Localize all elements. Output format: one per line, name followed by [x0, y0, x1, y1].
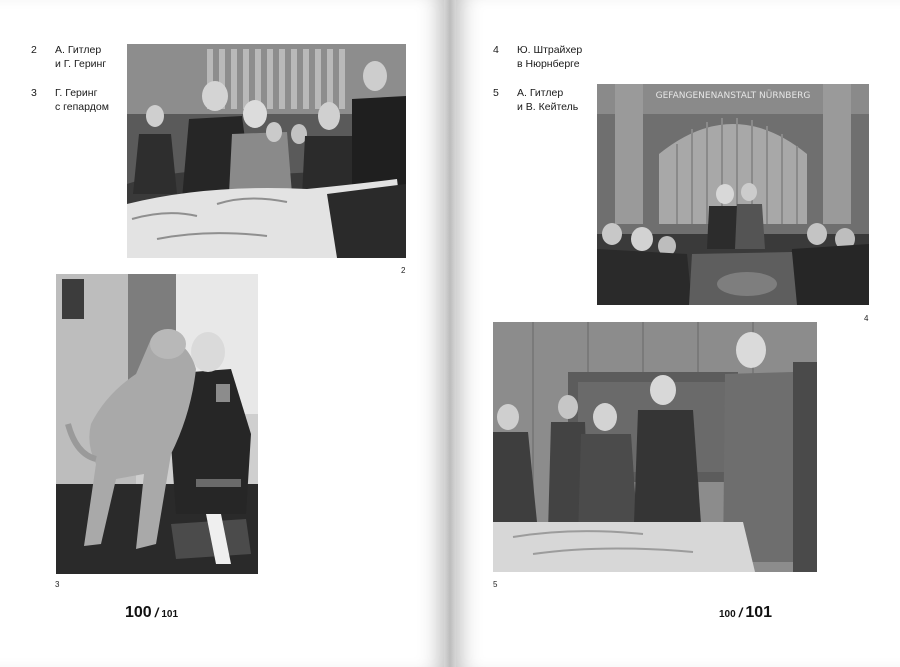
folio-other: 100 [719, 609, 736, 620]
right-page [456, 0, 900, 667]
photo-5-image [493, 322, 817, 572]
folio-separator: / [154, 605, 159, 620]
caption-number: 2 [31, 44, 37, 56]
caption-number: 3 [31, 87, 37, 99]
photo-2 [127, 44, 406, 258]
caption-line: А. Гитлер [55, 44, 102, 56]
page-folio-right [719, 604, 772, 622]
caption-number: 5 [493, 87, 499, 99]
caption-line: и Г. Геринг [55, 58, 107, 70]
folio-other: 101 [161, 609, 179, 620]
caption-line: Г. Геринг [55, 87, 98, 99]
caption-line: в Нюрнберге [517, 58, 580, 70]
figure-number-4: 4 [864, 314, 869, 323]
figure-number-3: 3 [55, 580, 60, 589]
page-folio-left [125, 604, 178, 622]
folio-current: 100 [125, 604, 152, 621]
folio-current: 101 [745, 604, 773, 621]
photo-3-image [56, 274, 258, 574]
folio-separator: / [738, 605, 743, 620]
caption-text [517, 43, 657, 71]
photo-2-image [127, 44, 406, 258]
photo-3 [56, 274, 258, 574]
photo-4 [597, 84, 869, 305]
caption-line: Ю. Штрайхер [517, 44, 583, 56]
caption-line: и В. Кейтель [517, 101, 579, 113]
book-gutter [444, 0, 456, 667]
prison-sign-text: GEFANGENENANSTALT NÜRNBERG [655, 91, 811, 101]
figure-number-2: 2 [401, 266, 406, 275]
figure-number-5: 5 [493, 580, 498, 589]
caption-number: 4 [493, 44, 499, 56]
left-page [0, 0, 444, 667]
photo-4-image [597, 84, 869, 305]
photo-5 [493, 322, 817, 572]
caption-line: с гепардом [55, 101, 109, 113]
caption-line: А. Гитлер [517, 87, 564, 99]
